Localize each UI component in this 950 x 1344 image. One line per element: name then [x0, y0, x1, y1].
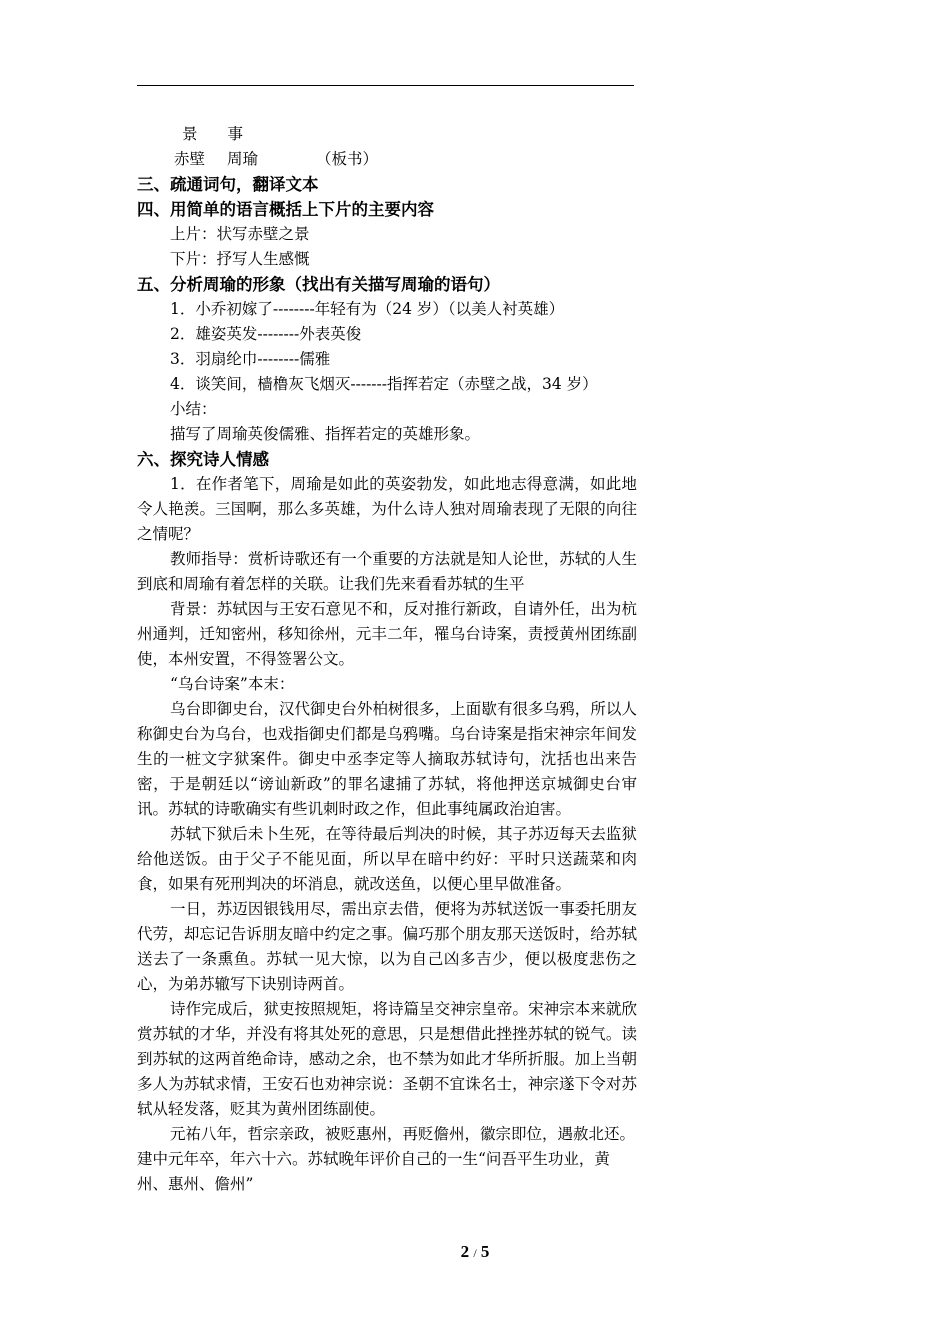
section-5-summary-text: 描写了周瑜英俊儒雅、指挥若定的英雄形象。: [170, 425, 481, 443]
section-5-item: 4．谈笑间，樯橹灰飞烟灭-------指挥若定（赤壁之战，34 岁）: [170, 375, 598, 393]
section-5-heading: 五、分析周瑜的形象（找出有关描写周瑜的语句）: [137, 275, 500, 294]
board-chibi: 赤壁: [174, 150, 206, 168]
board-row-2: [137, 147, 637, 172]
section-5-item: 2．雄姿英发--------外表英俊: [170, 325, 362, 343]
board-note: （板书）: [316, 150, 379, 168]
page-number: [0, 1242, 950, 1262]
section-6-paragraph: “乌台诗案”本末：: [170, 675, 295, 693]
section-3-heading: 三、疏通词句，翻译文本: [137, 175, 319, 194]
section-6-paragraph: 1．在作者笔下，周瑜是如此的英姿勃发，如此地志得意满，如此地令人艳羡。三国啊，那么多英雄，为什么诗人独对周瑜表现了无限的向往之情呢？: [137, 475, 637, 543]
section-4-item: 下片：抒写人生感慨: [170, 250, 310, 268]
document-body: [137, 122, 637, 1197]
board-event: 事: [227, 125, 244, 143]
section-6-paragraph: 诗作完成后，狱吏按照规矩，将诗篇呈交神宗皇帝。宋神宗本来就欣赏苏轼的才华，并没有将其处死的意思，只是想借此挫挫苏轼的锐气。读到苏轼的这两首绝命诗，感动之余，也不禁为如此才华所折服。加上当朝多人为苏轼求情，王安石也劝神宗说：圣朝不宜诛名士，神宗遂下令对苏轼从轻发落，贬其为黄州团练副使。: [137, 1000, 637, 1118]
section-6-paragraph: 一日，苏迈因银钱用尽，需出京去借，便将为苏轼送饭一事委托朋友代劳，却忘记告诉朋友暗中约定之事。偏巧那个朋友那天送饭时，给苏轼送去了一条熏鱼。苏轼一见大惊，以为自己凶多吉少，便以极度悲伤之心，为弟苏辙写下诀别诗两首。: [137, 900, 637, 993]
section-6-paragraph: 元祐八年，哲宗亲政，被贬惠州，再贬儋州，徽宗即位，遇赦北还。建中元年卒，年六十六。苏轼晚年评价自己的一生“问吾平生功业，黄州、惠州、儋州”: [137, 1125, 636, 1193]
header-rule: [137, 85, 634, 86]
section-4-item: 上片：状写赤壁之景: [170, 225, 310, 243]
section-4-heading: 四、用简单的语言概括上下片的主要内容: [137, 200, 434, 219]
board-zhouyu: 周瑜: [227, 150, 259, 168]
section-5-item: 1．小乔初嫁了--------年轻有为（24 岁）（以美人衬英雄）: [170, 300, 565, 318]
section-5-summary-label: 小结：: [170, 400, 217, 418]
total-pages: 5: [480, 1242, 490, 1261]
page-separator: /: [473, 1246, 477, 1260]
section-5-item: 3．羽扇纶巾--------儒雅: [170, 350, 331, 368]
section-6-paragraph: 苏轼下狱后未卜生死，在等待最后判决的时候，其子苏迈每天去监狱给他送饭。由于父子不能见面，所以早在暗中约好：平时只送蔬菜和肉食，如果有死刑判决的坏消息，就改送鱼，以便心里早做准备。: [137, 825, 637, 893]
section-6-paragraph: 乌台即御史台，汉代御史台外柏树很多，上面歇有很多乌鸦，所以人称御史台为乌台，也戏指御史们都是乌鸦嘴。乌台诗案是指宋神宗年间发生的一桩文字狱案件。御史中丞李定等人摘取苏轼诗句，沈括也出来告密，于是朝廷以“谤讪新政”的罪名逮捕了苏轼，将他押送京城御史台审讯。苏轼的诗歌确实有些讥刺时政之作，但此事纯属政治迫害。: [137, 700, 637, 818]
current-page: 2: [460, 1242, 470, 1261]
board-row-1: [137, 122, 637, 147]
section-6-paragraph: 教师指导：赏析诗歌还有一个重要的方法就是知人论世，苏轼的人生到底和周瑜有着怎样的关联。让我们先来看看苏轼的生平: [137, 550, 637, 593]
section-6-paragraph: 背景：苏轼因与王安石意见不和，反对推行新政，自请外任，出为杭州通判，迁知密州，移知徐州，元丰二年，罹乌台诗案，责授黄州团练副使，本州安置，不得签署公文。: [137, 600, 637, 668]
board-scene: 景: [182, 125, 198, 143]
section-6-heading: 六、探究诗人情感: [137, 450, 269, 469]
